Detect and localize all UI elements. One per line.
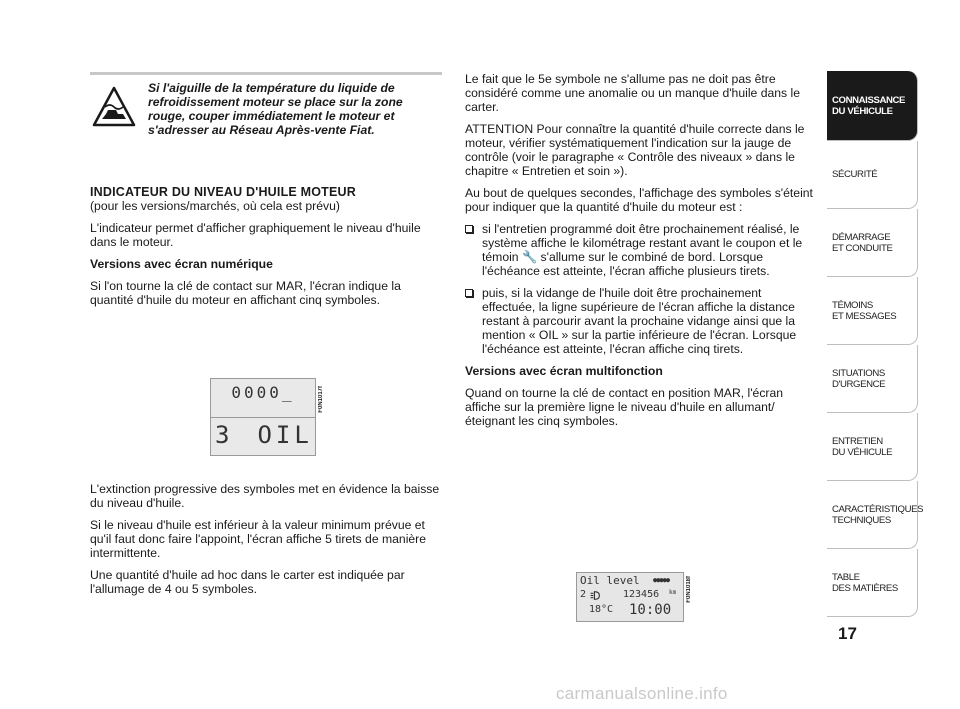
- warning-text: Si l'aiguille de la température du liquide de refroidissement moteur se place sur la zone rouge, couper immédiatement le moteur et s'adresser au Réseau Après-vente Fiat.: [148, 81, 403, 137]
- tab-temoins[interactable]: TÉMOINS ET MESSAGES: [827, 277, 918, 345]
- list-item: [465, 286, 817, 356]
- paragraph: Au bout de quelques secondes, l'affichage des symboles s'éteint pour indiquer que la quantité d'huile du moteur est :: [465, 186, 813, 214]
- tab-securite[interactable]: SÉCURITÉ: [827, 141, 918, 209]
- display-clock: 10:00: [629, 602, 672, 618]
- list-item-text: si l'entretien programmé doit être prochainement réalisé, le système affiche le kilométrage restant avant le coupon et le témoin 🔧 s'allume sur le combiné de bord. Lorsque l'échéance est atteinte, l'écran affiche plusieurs tirets.: [482, 222, 803, 278]
- tab-demarrage[interactable]: DÉMARRAGE ET CONDUITE: [827, 209, 918, 277]
- display-gear: 2: [580, 589, 587, 600]
- headlight-icon: [589, 590, 601, 601]
- paragraph: L'indicateur permet d'afficher graphiquement le niveau d'huile dans le moteur.: [90, 221, 421, 249]
- paragraph: Si l'on tourne la clé de contact sur MAR, l'écran indique la quantité d'huile du moteur en affichant cinq symboles.: [90, 279, 401, 307]
- display-bottom-row: [215, 421, 311, 449]
- tab-connaissance[interactable]: CONNAISSANCE DU VÉHICULE: [827, 71, 918, 141]
- left-column: [90, 72, 440, 315]
- paragraph: Le fait que le 5e symbole ne s'allume pas ne doit pas être considéré comme une anomalie ou un manque d'huile dans le carter.: [465, 72, 800, 114]
- page-number: 17: [838, 624, 857, 643]
- watermark: carmanualsonline.info: [556, 684, 728, 703]
- list-item: [465, 222, 817, 278]
- paragraph: Si le niveau d'huile est inférieur à la valeur minimum prévue et qu'il faut donc faire l'appoint, l'écran affiche 5 tirets de manière intermittente.: [90, 518, 427, 560]
- display-number: 3: [215, 421, 230, 449]
- digital-display-figure: [210, 378, 316, 456]
- multifunction-display-figure: [576, 572, 684, 622]
- display-km-unit: km: [669, 589, 677, 596]
- section-title: Versions avec écran multifonction: [465, 364, 663, 378]
- paragraph: ATTENTION Pour connaître la quantité d'huile correcte dans le moteur, vérifier systématiquement l'indication sur la jauge de contrôle (voir le paragraphe « Contrôle des niveaux » dans le chapitre « Entretien et soin »).: [465, 122, 805, 178]
- oil-level-segments: 0000_: [231, 383, 295, 402]
- tab-table[interactable]: TABLE DES MATIÈRES: [827, 549, 918, 617]
- checkbox-bullet-icon: [465, 289, 473, 297]
- section-title: Versions avec écran numérique: [90, 257, 273, 271]
- paragraph: Quand on tourne la clé de contact en position MAR, l'écran affiche sur la première ligne le niveau d'huile en allumant/éteignant les cinq symboles.: [465, 386, 784, 428]
- tab-situations[interactable]: SITUATIONS D'URGENCE: [827, 345, 918, 413]
- display-odometer: 123456: [623, 589, 660, 600]
- figure-code: F0N1018f: [686, 576, 692, 603]
- tab-entretien[interactable]: ENTRETIEN DU VÉHICULE: [827, 413, 918, 481]
- tab-caracteristiques[interactable]: CARACTÉRISTIQUES TECHNIQUES: [827, 481, 918, 549]
- warning-triangle-icon: [92, 85, 136, 129]
- display-divider: [211, 417, 315, 418]
- paragraph: L'extinction progressive des symboles met en évidence la baisse du niveau d'huile.: [90, 482, 440, 510]
- left-column-lower: [90, 482, 440, 604]
- display-oil-level-label: Oil level: [580, 574, 640, 587]
- chapter-sidebar: [827, 71, 924, 617]
- list-item-text: puis, si la vidange de l'huile doit être prochainement effectuée, la ligne supérieure de l'écran affiche la distance restant à parcourir avant la prochaine vidange ainsi que la mention « OIL » sur la partie inférieure de l'écran. Lorsque l'échéance est atteinte, l'écran affiche cinq tirets.: [482, 286, 797, 356]
- oil-level-dots: ●●●●●: [653, 576, 670, 584]
- display-oil-text: OIL: [257, 421, 313, 449]
- warning-box: [90, 81, 440, 137]
- display-temperature: 18°C: [589, 604, 614, 615]
- section-heading: INDICATEUR DU NIVEAU D'HUILE MOTEUR: [90, 185, 356, 199]
- right-column: [465, 72, 817, 436]
- figure-code: F0N1017f: [318, 386, 324, 413]
- warning-rule: [90, 72, 442, 75]
- section-subheading: (pour les versions/marchés, où cela est prévu): [90, 199, 340, 213]
- paragraph: Une quantité d'huile ad hoc dans le carter est indiquée par l'allumage de 4 ou 5 symboles.: [90, 568, 405, 596]
- checkbox-bullet-icon: [465, 225, 473, 233]
